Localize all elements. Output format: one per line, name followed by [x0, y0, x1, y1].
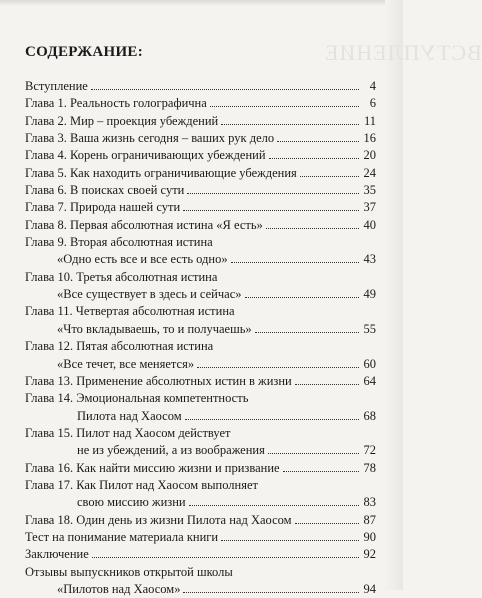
toc-line	[25, 390, 376, 407]
toc-entry	[25, 303, 376, 338]
toc-line	[25, 425, 376, 442]
toc-entry-title: «Одно есть все и все есть одно»	[57, 252, 228, 267]
toc-line	[25, 78, 376, 95]
toc-page-number: 87	[363, 512, 376, 527]
toc-line	[25, 338, 376, 355]
toc-page-number: 37	[363, 200, 376, 215]
toc-line	[25, 321, 376, 338]
toc-entry-title: «Что вкладываешь, то и получаешь»	[57, 321, 252, 336]
toc-entry-title: Глава 12. Пятая абсолютная истина	[25, 339, 214, 354]
dot-leader	[187, 193, 359, 194]
dot-leader	[245, 297, 359, 298]
toc-entry-title: Глава 13. Применение абсолютных истин в жизни	[25, 373, 292, 388]
dot-leader	[268, 453, 359, 454]
toc-line	[25, 546, 376, 563]
toc-line	[25, 564, 376, 581]
toc-page-number: 78	[363, 460, 376, 475]
toc-entry-title: Глава 5. Как находить ограничивающие убеждения	[25, 165, 297, 180]
toc-entry	[25, 147, 376, 164]
toc-line	[25, 373, 376, 390]
toc-page-number: 20	[363, 148, 376, 163]
toc-page-number: 60	[363, 356, 376, 371]
toc-entry-title: Глава 11. Четвертая абсолютная истина	[25, 304, 235, 319]
toc-entry	[25, 425, 376, 460]
dot-leader	[266, 228, 359, 229]
toc-entry	[25, 199, 376, 216]
toc-line	[25, 165, 376, 182]
toc-entry	[25, 529, 376, 546]
toc-page-number: 83	[363, 495, 376, 510]
toc-page-number: 24	[363, 165, 376, 180]
toc-page-number: 94	[363, 581, 376, 596]
toc-line	[25, 199, 376, 216]
toc-line	[25, 356, 376, 373]
dot-leader	[300, 176, 359, 177]
toc-line	[25, 182, 376, 199]
toc-entry-title: «Все существует в здесь и сейчас»	[57, 287, 242, 302]
toc-line	[25, 581, 376, 598]
toc-entry-title: Глава 1. Реальность голографична	[25, 96, 207, 111]
toc-page-number: 72	[363, 443, 376, 458]
toc-line	[25, 234, 376, 251]
toc-page-number: 90	[363, 529, 376, 544]
toc-entry	[25, 373, 376, 390]
dot-leader	[183, 592, 359, 593]
toc-line	[25, 147, 376, 164]
toc-page-number: 6	[369, 96, 376, 111]
toc-entry-title: Вступление	[25, 79, 88, 93]
toc-entry	[25, 182, 376, 199]
toc-page-number: 49	[363, 287, 376, 302]
dot-leader	[92, 557, 359, 558]
toc-entry-title: Глава 18. Один день из жизни Пилота над Хаосом	[25, 512, 292, 527]
toc-line	[25, 95, 376, 112]
toc-entry-title: Заключение	[25, 547, 89, 562]
table-of-contents	[25, 78, 376, 598]
toc-entry	[25, 130, 376, 147]
dot-leader	[255, 332, 359, 333]
toc-entry	[25, 234, 376, 269]
toc-entry-title: Глава 14. Эмоциональная компетентность	[25, 391, 249, 406]
toc-entry-title: Глава 10. Третья абсолютная истина	[25, 269, 218, 284]
dot-leader	[91, 89, 359, 90]
toc-entry	[25, 338, 376, 373]
toc-entry-title: Отзывы выпускников открытой школы	[25, 564, 233, 579]
toc-entry	[25, 390, 376, 425]
show-through-text: ВСТУПЛЕНИЕ	[324, 40, 482, 65]
page-top-shadow	[0, 0, 403, 6]
toc-entry-title: свою миссию жизни	[77, 495, 186, 510]
dot-leader	[269, 158, 359, 159]
dot-leader	[221, 540, 359, 541]
toc-line	[25, 286, 376, 303]
toc-line	[25, 442, 376, 459]
toc-entry-title: Глава 3. Ваша жизнь сегодня – ваших рук дело	[25, 131, 275, 146]
toc-entry	[25, 113, 376, 130]
toc-line	[25, 529, 376, 546]
toc-line	[25, 130, 376, 147]
page-title: СОДЕРЖАНИЕ:	[25, 44, 144, 60]
toc-entry-title: Глава 17. Как Пилот над Хаосом выполняет	[25, 477, 258, 492]
toc-page-number: 40	[363, 217, 376, 232]
toc-line	[25, 460, 376, 477]
toc-page-number: 11	[363, 113, 376, 128]
toc-entry-title: Глава 2. Мир – проекция убеждений	[25, 113, 219, 128]
dot-leader	[189, 505, 359, 506]
dot-leader	[283, 471, 359, 472]
toc-page-number: 43	[363, 252, 376, 267]
toc-page-number: 68	[363, 408, 376, 423]
toc-line	[25, 512, 376, 529]
toc-entry-title: «Пилотов над Хаосом»	[57, 581, 181, 596]
toc-entry-title: Глава 9. Вторая абсолютная истина	[25, 235, 213, 250]
toc-line	[25, 494, 376, 511]
toc-entry	[25, 564, 376, 598]
dot-leader	[221, 124, 359, 125]
toc-page-number: 35	[363, 183, 376, 198]
toc-entry	[25, 546, 376, 563]
toc-entry-title: Глава 4. Корень ограничивающих убеждений	[25, 148, 266, 163]
toc-line	[25, 217, 376, 234]
toc-line	[25, 477, 376, 494]
toc-line	[25, 408, 376, 425]
toc-entry	[25, 269, 376, 304]
toc-line	[25, 251, 376, 268]
dot-leader	[295, 523, 359, 524]
toc-page-number: 55	[363, 321, 376, 336]
page-edge	[385, 0, 403, 590]
toc-entry	[25, 460, 376, 477]
toc-entry-title: не из убеждений, а из воображения	[77, 443, 265, 458]
toc-entry	[25, 95, 376, 112]
toc-entry-title: Глава 6. В поисках своей сути	[25, 183, 185, 198]
toc-entry-title: Тест на понимание материала книги	[25, 529, 219, 544]
toc-line	[25, 303, 376, 320]
toc-page-number: 92	[363, 547, 376, 562]
dot-leader	[197, 367, 359, 368]
dot-leader	[185, 419, 359, 420]
dot-leader	[295, 384, 359, 385]
toc-entry-title: Пилота над Хаосом	[77, 408, 182, 423]
toc-page-number: 64	[363, 373, 376, 388]
toc-entry-title: Глава 15. Пилот над Хаосом действует	[25, 425, 231, 440]
toc-entry-title: Глава 16. Как найти миссию жизни и призвание	[25, 460, 280, 475]
toc-entry-title: Глава 8. Первая абсолютная истина «Я есть»	[25, 217, 263, 232]
toc-entry-title: «Все течет, все меняется»	[57, 356, 195, 371]
toc-page-number: 16	[363, 131, 376, 146]
toc-entry-title: Глава 7. Природа нашей сути	[25, 200, 181, 215]
dot-leader	[210, 106, 359, 107]
toc-entry	[25, 477, 376, 512]
toc-page-number: 4	[369, 79, 376, 93]
toc-entry	[25, 512, 376, 529]
dot-leader	[277, 141, 359, 142]
toc-entry	[25, 78, 376, 95]
dot-leader	[231, 262, 359, 263]
toc-line	[25, 269, 376, 286]
toc-entry	[25, 217, 376, 234]
dot-leader	[183, 210, 359, 211]
toc-line	[25, 113, 376, 130]
toc-entry	[25, 165, 376, 182]
